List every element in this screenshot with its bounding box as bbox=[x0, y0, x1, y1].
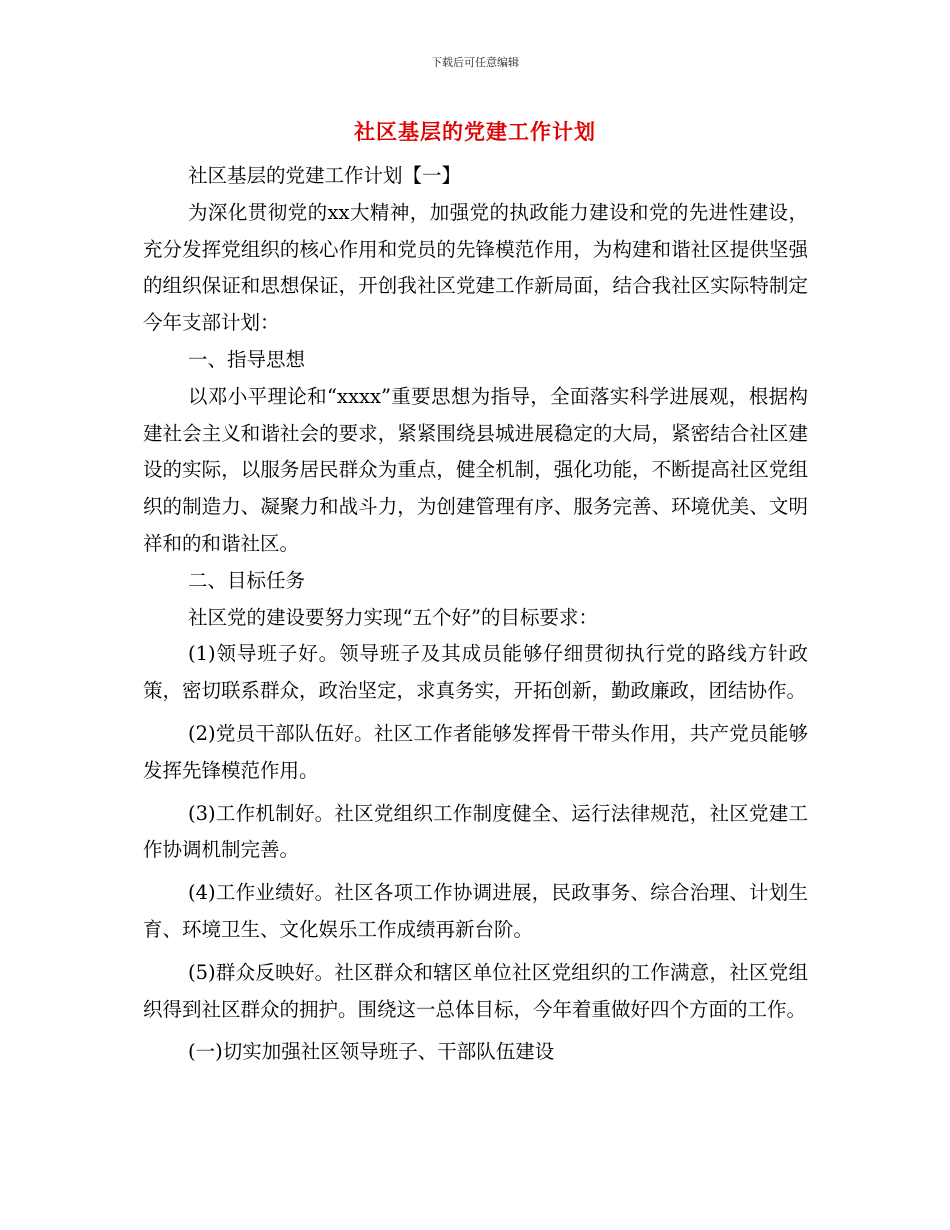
paragraph-subheading-1: (一)切实加强社区领导班子、干部队伍建设 bbox=[188, 1040, 555, 1064]
paragraph-goal-5: (5)群众反映好。社区群众和辖区单位社区党组织的工作满意，社区党组织得到社区群众的拥护。围绕这一总体目标，今年着重做好四个方面的工作。 bbox=[143, 960, 808, 1021]
paragraph-section-heading: 社区基层的党建工作计划【一】 bbox=[188, 164, 462, 187]
paragraph-guiding-thought: 以邓小平理论和“xxxx”重要思想为指导，全面落实科学进展观，根据构建社会主义和谐社会的要求，紧紧围绕县城进展稳定的大局，紧密结合社区建设的实际，以服务居民群众为重点，健全机制，强化功能，不断提高社区党组织的制造力、凝聚力和战斗力，为创建管理有序、服务完善、环境优美、文明祥和的和谐社区。 bbox=[143, 384, 808, 555]
header-note: 下载后可任意编辑 bbox=[431, 56, 519, 69]
document-body bbox=[143, 158, 808, 1071]
paragraph-goal-4: (4)工作业绩好。社区各项工作协调进展，民政事务、综合治理、计划生育、环境卫生、文化娱乐工作成绩再新台阶。 bbox=[143, 881, 808, 941]
document-title: 社区基层的党建工作计划 bbox=[354, 119, 596, 144]
paragraph-heading-goals: 二、目标任务 bbox=[188, 568, 306, 592]
paragraph-intro: 为深化贯彻党的xx大精神，加强党的执政能力建设和党的先进性建设，充分发挥党组织的核心作用和党员的先锋模范作用，为构建和谐社区提供坚强的组织保证和思想保证，开创我社区党建工作新局面，结合我社区实际特制定今年支部计划： bbox=[143, 200, 808, 335]
paragraph-goal-2: (2)党员干部队伍好。社区工作者能够发挥骨干带头作用，共产党员能够发挥先锋模范作用。 bbox=[143, 721, 808, 782]
paragraph-heading-guiding-thought: 一、指导思想 bbox=[188, 347, 306, 371]
paragraph-goal-3: (3)工作机制好。社区党组织工作制度健全、运行法律规范，社区党建工作协调机制完善。 bbox=[143, 801, 808, 862]
paragraph-goals-intro: 社区党的建设要努力实现“五个好”的目标要求： bbox=[188, 605, 598, 629]
paragraph-goal-1: (1)领导班子好。领导班子及其成员能够仔细贯彻执行党的路线方针政策，密切联系群众，政治坚定，求真务实，开拓创新，勤政廉政，团结协作。 bbox=[143, 642, 808, 703]
